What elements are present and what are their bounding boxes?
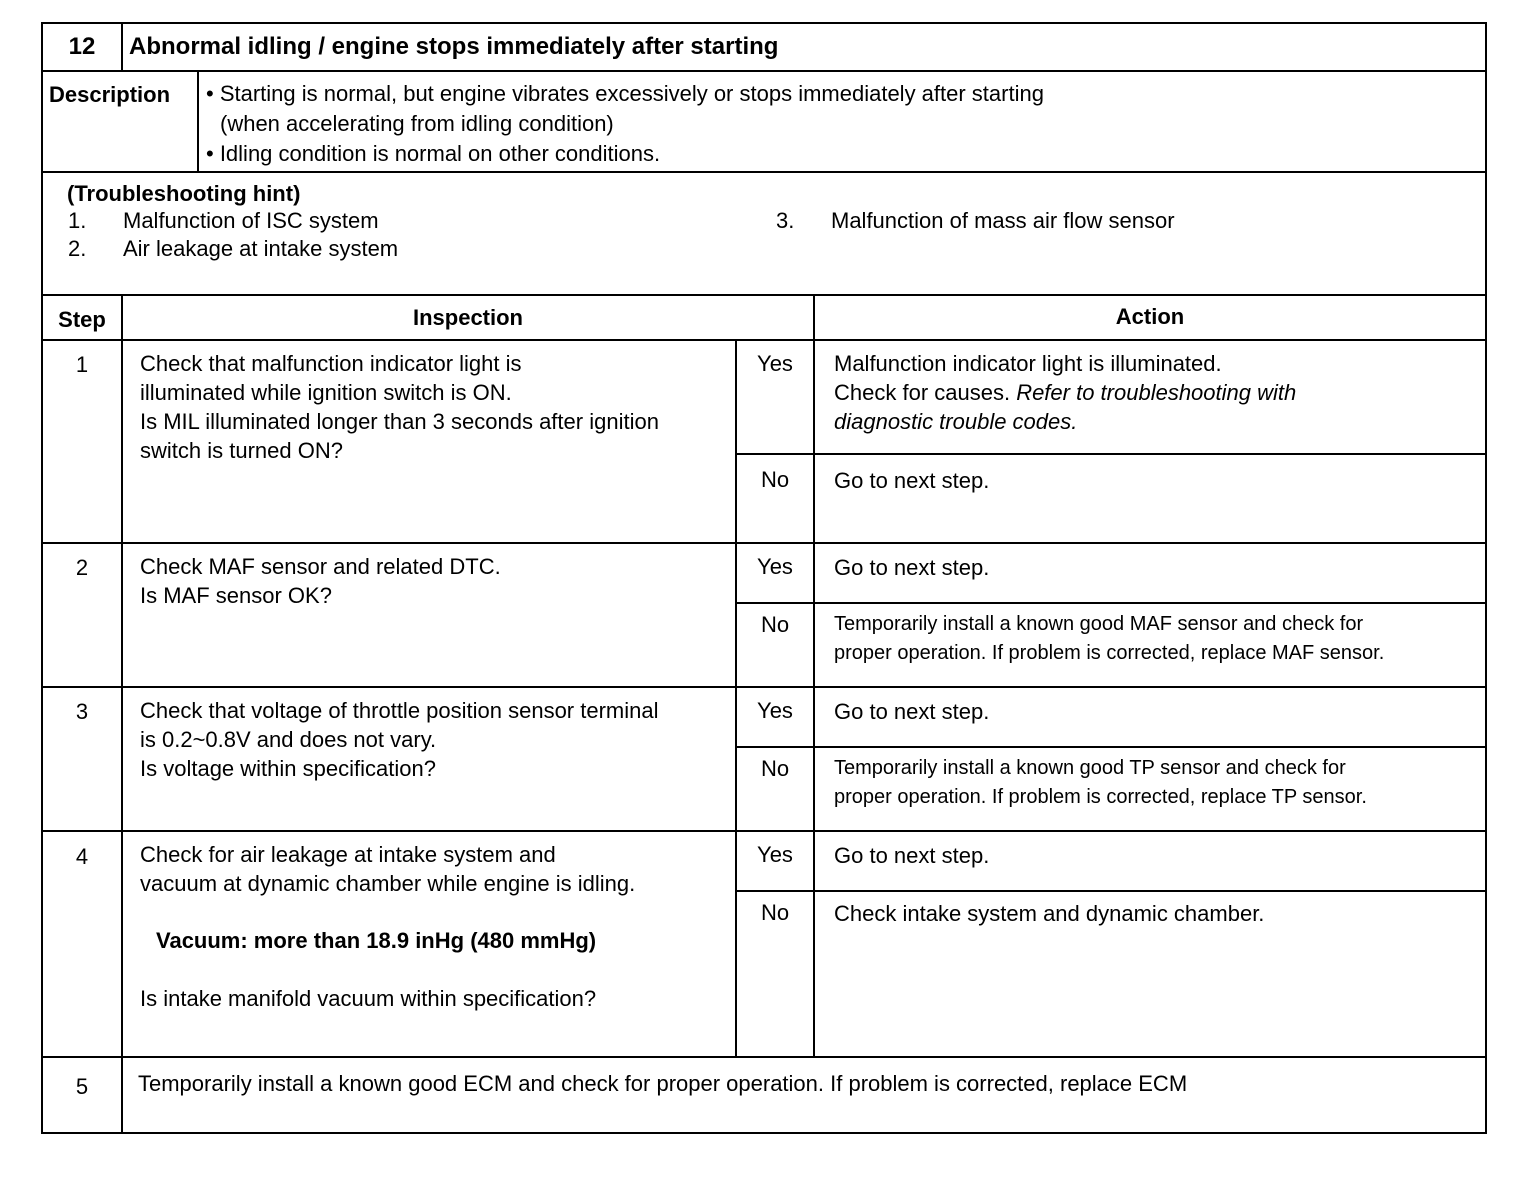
action-text: Go to next step. xyxy=(834,843,990,868)
inspection-text: Is MIL illuminated longer than 3 seconds after ignition xyxy=(140,409,659,434)
column-header-action: Action xyxy=(1115,304,1185,329)
divider xyxy=(197,70,199,171)
inspection-text: Check that voltage of throttle position sensor terminal xyxy=(140,698,659,723)
divider xyxy=(813,294,815,1056)
hint-number: 3. xyxy=(776,208,795,233)
yes-label: Yes xyxy=(757,554,793,579)
hint-number: 2. xyxy=(68,236,87,261)
step-number: 4 xyxy=(75,844,89,869)
no-label: No xyxy=(760,900,790,925)
inspection-text: switch is turned ON? xyxy=(140,438,343,463)
divider xyxy=(735,890,1485,892)
action-text: diagnostic trouble codes. xyxy=(834,409,1078,434)
procedure-title: Abnormal idling / engine stops immediately after starting xyxy=(129,33,779,60)
action-text: Go to next step. xyxy=(834,555,990,580)
divider xyxy=(735,602,1485,604)
inspection-text: Check that malfunction indicator light is xyxy=(140,351,522,376)
step-number: 3 xyxy=(75,699,89,724)
no-label: No xyxy=(760,612,790,637)
inspection-text: vacuum at dynamic chamber while engine is idling. xyxy=(140,871,636,896)
description-label: Description xyxy=(49,82,171,107)
description-bullet-2: • Idling condition is normal on other conditions. xyxy=(206,141,661,166)
description-bullet-1-continued: (when accelerating from idling condition) xyxy=(220,111,614,136)
divider xyxy=(735,746,1485,748)
divider xyxy=(43,830,1485,832)
action-text: Check for causes. Refer to troubleshooting with xyxy=(834,380,1297,405)
action-text: Go to next step. xyxy=(834,468,990,493)
action-text: Temporarily install a known good MAF sensor and check for xyxy=(834,613,1364,635)
inspection-text: Is intake manifold vacuum within specification? xyxy=(140,986,597,1011)
troubleshooting-sheet xyxy=(41,22,1487,1134)
step-number: 1 xyxy=(75,352,89,377)
yes-label: Yes xyxy=(757,698,793,723)
inspection-text: Check MAF sensor and related DTC. xyxy=(140,554,501,579)
hint-number: 1. xyxy=(68,208,87,233)
action-text: Temporarily install a known good TP sensor and check for xyxy=(834,757,1346,779)
action-text: Malfunction indicator light is illuminated. xyxy=(834,351,1222,376)
divider xyxy=(121,294,123,1134)
procedure-number: 12 xyxy=(68,33,96,60)
divider xyxy=(43,686,1485,688)
column-header-inspection: Inspection xyxy=(412,305,523,330)
divider xyxy=(43,294,1485,296)
yes-label: Yes xyxy=(757,842,793,867)
action-text: Check intake system and dynamic chamber. xyxy=(834,901,1265,926)
inspection-text: Is voltage within specification? xyxy=(140,756,436,781)
step-number: 5 xyxy=(75,1074,89,1099)
hint-item: Air leakage at intake system xyxy=(123,236,399,261)
step-number: 2 xyxy=(75,555,89,580)
divider xyxy=(735,453,1485,455)
hint-title: (Troubleshooting hint) xyxy=(67,181,301,206)
action-text: proper operation. If problem is corrected, replace MAF sensor. xyxy=(834,642,1385,664)
hint-item: Malfunction of ISC system xyxy=(123,208,379,233)
inspection-text: illuminated while ignition switch is ON. xyxy=(140,380,512,405)
hint-item: Malfunction of mass air flow sensor xyxy=(831,208,1175,233)
divider xyxy=(43,1056,1485,1058)
divider xyxy=(43,70,1485,72)
inspection-text: Check for air leakage at intake system and xyxy=(140,842,556,867)
inspection-text: Temporarily install a known good ECM and check for proper operation. If problem is corrected, replace ECM xyxy=(138,1071,1188,1096)
inspection-text: Is MAF sensor OK? xyxy=(140,583,332,608)
divider xyxy=(43,542,1485,544)
action-text: Go to next step. xyxy=(834,699,990,724)
inspection-text: is 0.2~0.8V and does not vary. xyxy=(140,727,437,752)
no-label: No xyxy=(760,756,790,781)
description-bullet-1: • Starting is normal, but engine vibrates excessively or stops immediately after starting xyxy=(206,81,1044,106)
vacuum-specification: Vacuum: more than 18.9 inHg (480 mmHg) xyxy=(156,928,597,953)
action-text: proper operation. If problem is corrected, replace TP sensor. xyxy=(834,786,1367,808)
divider xyxy=(43,171,1485,173)
divider xyxy=(43,339,1485,341)
yes-label: Yes xyxy=(757,351,793,376)
divider xyxy=(121,24,123,70)
column-header-step: Step xyxy=(58,307,106,332)
no-label: No xyxy=(760,467,790,492)
